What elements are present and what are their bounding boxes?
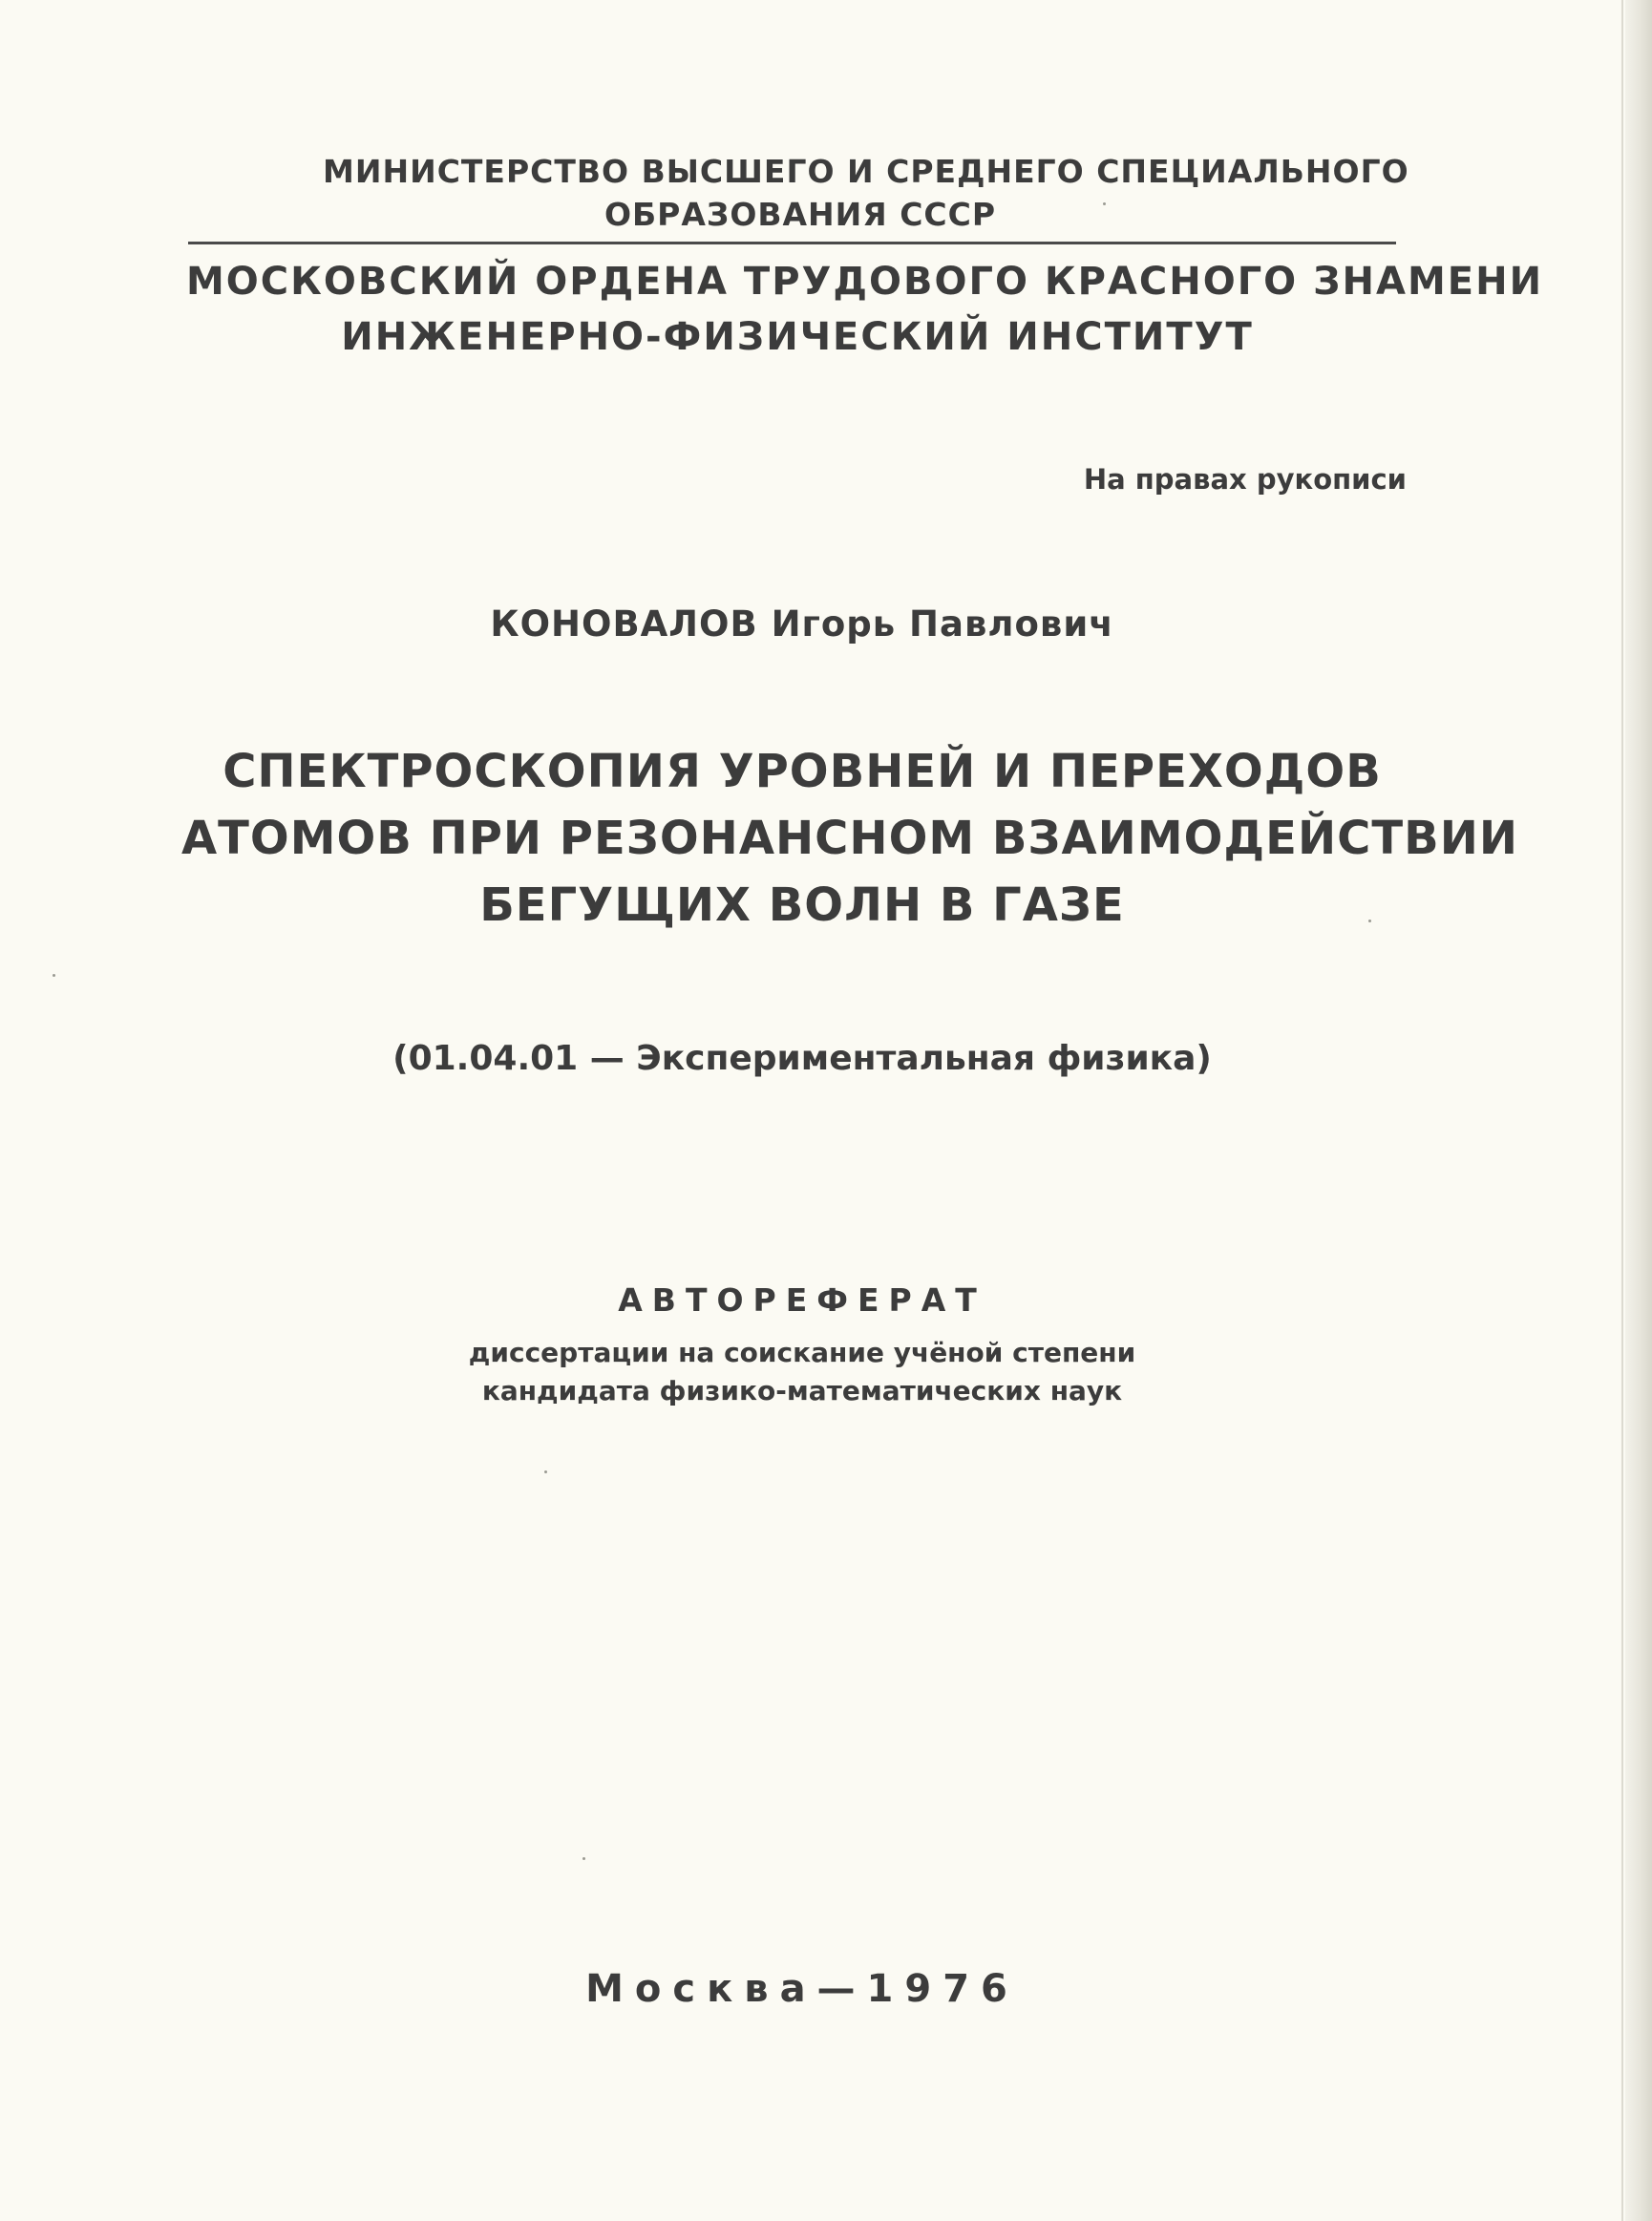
degree-line-2: кандидата физико-математических наук <box>481 1375 1123 1407</box>
institute-line-1: МОСКОВСКИЙ ОРДЕНА ТРУДОВОГО КРАСНОГО ЗНАМЕНИ <box>186 260 1544 304</box>
ministry-line-2: ОБРАЗОВАНИЯ СССР <box>604 196 997 233</box>
city-year: Москва—1976 <box>585 1967 1019 2011</box>
paper-speck <box>1368 920 1371 922</box>
manuscript-note: На правах рукописи <box>1083 463 1407 496</box>
author-name: КОНОВАЛОВ Игорь Павлович <box>490 603 1114 645</box>
ministry-line-1: МИНИСТЕРСТВО ВЫСШЕГО И СРЕДНЕГО СПЕЦИАЛЬНОГО <box>323 153 1409 190</box>
paper-speck <box>544 1470 547 1473</box>
paper-speck <box>1103 202 1106 205</box>
page-edge-shadow <box>1625 0 1652 2221</box>
page-edge-line <box>1621 0 1623 2221</box>
title-line-3: БЕГУЩИХ ВОЛН В ГАЗЕ <box>479 878 1125 932</box>
title-line-1: СПЕКТРОСКОПИЯ УРОВНЕЙ И ПЕРЕХОДОВ <box>222 745 1382 798</box>
specialty-code: (01.04.01 — Экспериментальная физика) <box>392 1039 1212 1078</box>
header-divider <box>188 242 1396 244</box>
abstract-label: АВТОРЕФЕРАТ <box>618 1281 986 1319</box>
degree-line-1: диссертации на соискание учёной степени <box>468 1337 1136 1368</box>
institute-line-2: ИНЖЕНЕРНО-ФИЗИЧЕСКИЙ ИНСТИТУТ <box>341 315 1254 359</box>
paper-speck <box>582 1857 585 1860</box>
title-line-2: АТОМОВ ПРИ РЕЗОНАНСНОМ ВЗАИМОДЕЙСТВИИ <box>181 812 1519 865</box>
paper-speck <box>53 974 55 977</box>
